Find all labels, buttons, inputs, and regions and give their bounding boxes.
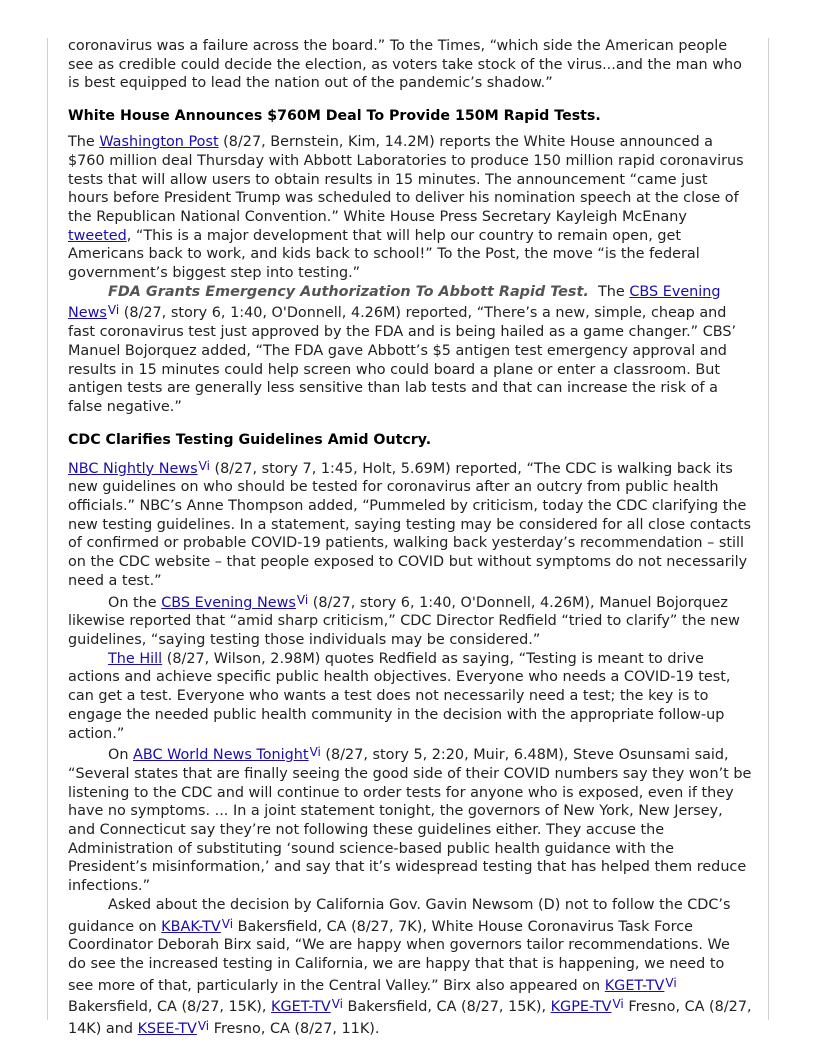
link-ksee-tv[interactable]: KSEE-TV [137, 1021, 197, 1038]
headline-white-house-deal: White House Announces $760M Deal To Provide 150M Rapid Tests. [68, 108, 601, 125]
paragraph-abc-world-news [68, 743, 752, 896]
video-icon-link[interactable]: Vi [197, 1019, 210, 1034]
paragraph-washington-post [68, 133, 752, 283]
text: The [68, 134, 100, 151]
video-icon-link[interactable]: Vi [612, 997, 624, 1012]
link-kbak-tv[interactable]: KBAK-TV [161, 918, 221, 935]
text: (8/27, story 6, 1:40, O'Donnell, 4.26M), Manuel Bojorquez likewise reported that “amid sharp criticism,” CDC Director Redfield “tried to clarify” the new guidelines, “saying testing those individuals may be considered.” [68, 594, 740, 648]
text: (8/27, Wilson, 2.98M) quotes Redfield as saying, “Testing is meant to drive actions and achieve specific public health objectives. Everyone who needs a COVID-19 test, can get a test. Everyone who wants a test does not necessarily need a test; the key is to engage the needed public health community in the decision with the appropriate follow-up action.” [68, 650, 731, 742]
text: Asked about the decision by California Gov. Gavin Newsom (D) not to follow the CDC’s guidance on [68, 896, 731, 935]
video-icon-link[interactable]: Vi [296, 592, 309, 607]
link-cbs-evening-news[interactable]: CBS Evening News [68, 283, 721, 322]
video-icon-link[interactable]: Vi [198, 458, 210, 473]
paragraph-the-hill [68, 650, 752, 744]
link-cbs-evening-news[interactable]: CBS Evening News [161, 594, 296, 611]
link-tweeted[interactable]: tweeted [68, 227, 127, 244]
text: Bakersfield, CA (8/27, 15K), [68, 999, 272, 1016]
text: On the [108, 594, 162, 611]
text: Bakersfield, CA (8/27, 15K), [342, 999, 551, 1016]
link-washington-post[interactable]: Washington Post [99, 134, 219, 151]
link-abc-world-news-tonight[interactable]: ABC World News Tonight [133, 747, 309, 764]
text: Fresno, CA (8/27, 11K). [209, 1021, 380, 1038]
paragraph-local-stations [68, 896, 752, 1039]
link-the-hill[interactable]: The Hill [108, 650, 163, 667]
text: (8/27, story 6, 1:40, O'Donnell, 4.26M) reported, “There’s a new, simple, cheap and fast coronavirus test just approved by the FDA and is being hailed as a game changer.” CBS’ Manuel Bojorquez added, “The FDA gave Abbott’s $5 antigen test emergency approval and results in 15 minutes could help screen who could board a plane or enter a classroom. But antigen tests are generally less sensitive than lab tests and that can increase the risk of a false negative.” [68, 305, 737, 415]
video-icon-link[interactable]: Vi [309, 745, 321, 760]
article-body [68, 37, 752, 1039]
link-kget-tv[interactable]: KGET-TV [271, 999, 331, 1016]
paragraph-cbs-evening-news [68, 591, 752, 650]
text: The [588, 283, 630, 300]
text: (8/27, Bernstein, Kim, 14.2M) reports the White House announced a $760 million deal Thursday with Abbott Laboratories to produce 150 million rapid coronavirus tests that will allow users to obtain results in 15 minutes. The announcement “came just hours before President Trump was scheduled to deliver his nomination speech at the close of the Republican National Convention.” White House Press Secretary Kayleigh McEnany [68, 134, 744, 225]
text: Fresno, CA (8/27, 14K) and [68, 999, 752, 1038]
text: Bakersfield, CA (8/27, 7K), White House Coronavirus Task Force Coordinator Deborah Birx said, “We are happy when governors tailor recommendations. We do see the increased testing in California, we are happy that that is happening, we need to see more of that, particularly in the Central Valley.” Birx also appeared on [68, 918, 730, 994]
text: (8/27, story 5, 2:20, Muir, 6.48M), Steve Osunsami said, “Several states that are finally seeing the good side of their COVID numbers say they won’t be listening to the CDC and will continue to order tests for anyone who is exposed, even if they have no symptoms. ... In a joint statement tonight, the governors of New York, New Jersey, and Connecticut say they’re not following these guidelines either. They accuse the Administration of substituting ‘sound science-based public health guidance with the President’s misinformation,’ and say that it’s widespread testing that has helped them reduce infections.” [68, 747, 752, 895]
headline-cdc-guidelines: CDC Clarifies Testing Guidelines Amid Outcry. [68, 431, 432, 448]
subheadline-fda: FDA Grants Emergency Authorization To Abbott Rapid Test. [108, 283, 589, 300]
paragraph-fda-authorization [68, 283, 752, 417]
paragraph-intro: coronavirus was a failure across the board.” To the Times, “which side the American people see as credible could decide the election, as voters take stock of the virus...and the man who is best equipped to lead the nation out of the pandemic’s shadow.” [68, 38, 742, 92]
video-icon-link[interactable]: Vi [665, 975, 677, 990]
text: On [108, 747, 134, 764]
text: (8/27, story 7, 1:45, Holt, 5.69M) reported, “The CDC is walking back its new guidelines on who should be tested for coronavirus after an outcry from public health officials.” NBC’s Anne Thompson added, “Pummeled by criticism, today the CDC clarifying the new testing guidelines. In a statement, saying testing may be considered for all close contacts of confirmed or probable COVID-19 patients, walking back yesterday’s recommendation – still on the CDC website – that people exposed to COVID but without symptoms do not necessarily need a test.” [68, 460, 752, 589]
page-border-right [768, 38, 769, 1020]
video-icon-link[interactable]: Vi [331, 997, 343, 1012]
video-icon-link[interactable]: Vi [107, 303, 120, 318]
text: , “This is a major development that will help our country to remain open, get Americans back to work, and kids back to school!” To the Post, the move “is the federal government’s biggest step into testing.” [68, 227, 700, 282]
link-kgpe-tv[interactable]: KGPE-TV [550, 999, 612, 1016]
paragraph-nbc-nightly-news [68, 457, 752, 591]
video-icon-link[interactable]: Vi [221, 916, 234, 931]
link-nbc-nightly-news[interactable]: NBC Nightly News [68, 460, 198, 477]
page-border-left [47, 38, 48, 1020]
link-kget-tv[interactable]: KGET-TV [604, 977, 665, 994]
